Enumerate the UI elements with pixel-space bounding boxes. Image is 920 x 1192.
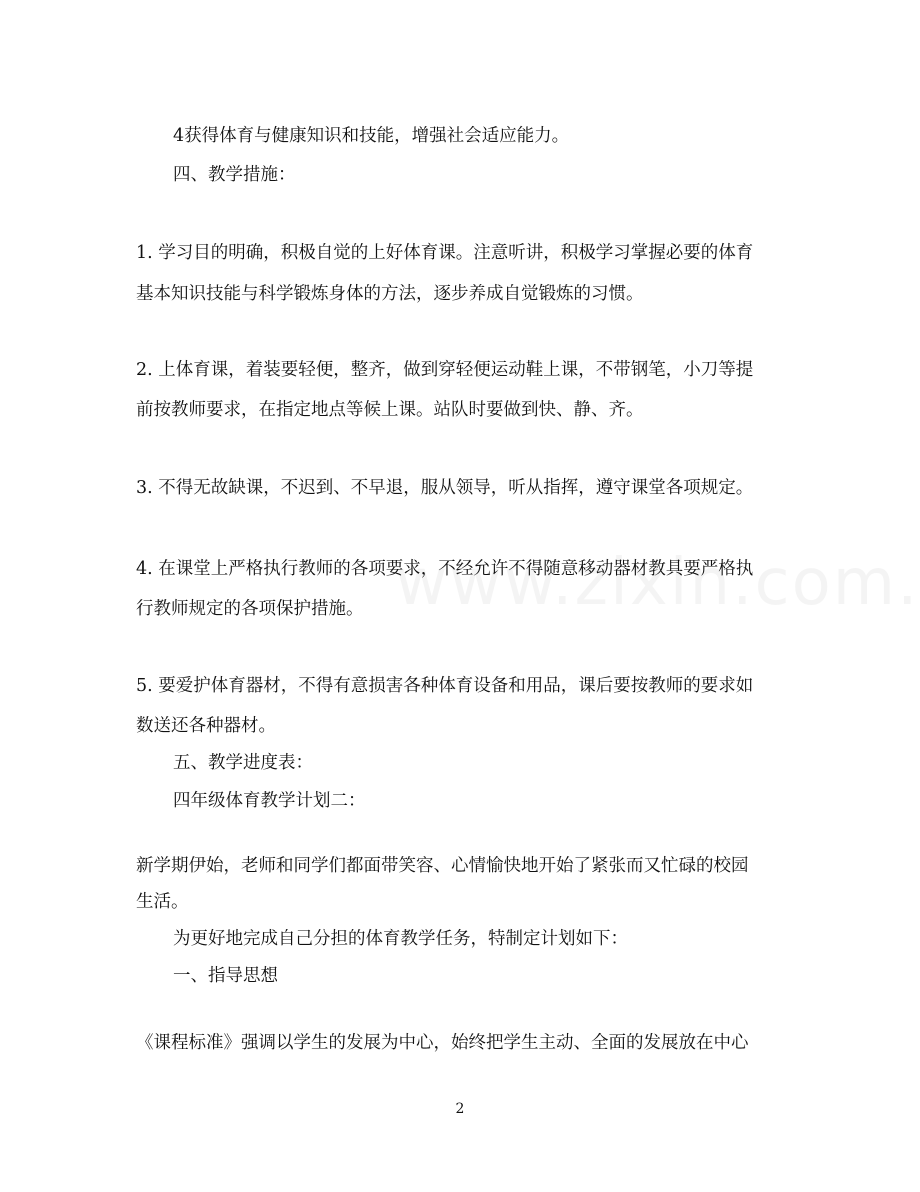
text-line: 生活。 xyxy=(136,892,189,912)
text-line: 数送还各种器材。 xyxy=(136,716,276,736)
text-line: 5. 要爱护体育器材，不得有意损害各种体育设备和用品，课后要按教师的要求如 xyxy=(136,676,754,696)
text-line: 4获得体育与健康知识和技能，增强社会适应能力。 xyxy=(173,126,570,146)
page-number: 2 xyxy=(455,1101,465,1117)
text-line: 基本知识技能与科学锻炼身体的方法，逐步养成自觉锻炼的习惯。 xyxy=(136,284,644,304)
text-line: 4. 在课堂上严格执行教师的各项要求，不经允许不得随意移动器材教具要严格执 xyxy=(136,559,754,579)
text-line: 1. 学习目的明确，积极自觉的上好体育课。注意听讲，积极学习掌握必要的体育 xyxy=(136,243,754,263)
text-line: 行教师规定的各项保护措施。 xyxy=(136,599,364,619)
section-heading: 四、教学措施： xyxy=(173,165,296,185)
text-line: 新学期伊始，老师和同学们都面带笑容、心情愉快地开始了紧张而又忙碌的校园 xyxy=(136,856,749,876)
text-line: 前按教师要求，在指定地点等候上课。站队时要做到快、静、齐。 xyxy=(136,400,644,420)
text-line: 为更好地完成自己分担的体育教学任务，特制定计划如下： xyxy=(173,929,628,949)
text-line: 3. 不得无故缺课，不迟到、不早退，服从领导，听从指挥，遵守课堂各项规定。 xyxy=(136,478,754,498)
text-line: 2. 上体育课，着装要轻便，整齐，做到穿轻便运动鞋上课，不带钢笔，小刀等提 xyxy=(136,360,754,380)
section-heading: 五、教学进度表： xyxy=(173,753,313,773)
section-heading: 一、指导思想 xyxy=(173,966,278,986)
section-heading: 四年级体育教学计划二： xyxy=(173,791,366,811)
text-line: 《课程标准》强调以学生的发展为中心，始终把学生主动、全面的发展放在中心 xyxy=(136,1033,749,1053)
